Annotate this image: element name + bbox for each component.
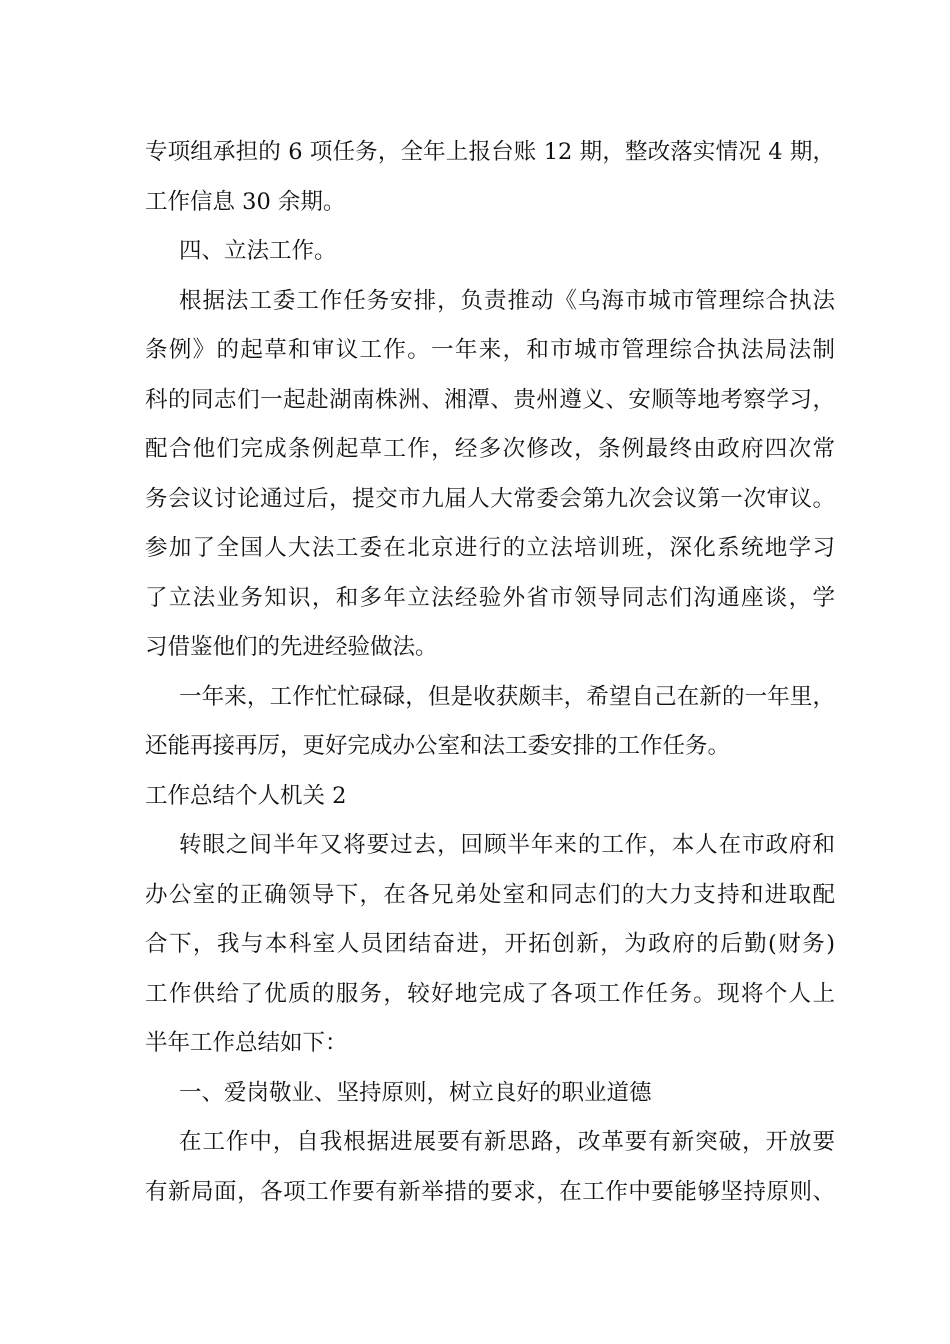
- text-line: 习借鉴他们的先进经验做法。: [145, 634, 438, 660]
- text-line: 工作供给了优质的服务，较好地完成了各项工作任务。现将个人上: [145, 980, 835, 1007]
- text-line: 合下，我与本科室人员团结奋进，开拓创新，为政府的后勤(财务): [145, 931, 835, 957]
- text-line: 在工作中，自我根据进展要有新思路，改革要有新突破，开放要: [179, 1129, 835, 1155]
- text-line: 了立法业务知识，和多年立法经验外省市领导同志们沟通座谈，学: [145, 584, 835, 611]
- text-line: 参加了全国人大法工委在北京进行的立法培训班，深化系统地学习: [145, 535, 835, 561]
- document-title: 工作总结个人机关 2: [145, 782, 347, 809]
- text-line: 还能再接再厉，更好完成办公室和法工委安排的工作任务。: [145, 733, 731, 759]
- section-heading: 四、立法工作。: [179, 238, 337, 264]
- text-line: 根据法工委工作任务安排，负责推动《乌海市城市管理综合执法: [179, 287, 835, 314]
- text-line: 有新局面，各项工作要有新举措的要求，在工作中要能够坚持原则、: [145, 1178, 835, 1205]
- text-line: 办公室的正确领导下，在各兄弟处室和同志们的大力支持和进取配: [145, 881, 835, 908]
- text-line: 务会议讨论通过后，提交市九届人大常委会第九次会议第一次审议。: [145, 485, 835, 512]
- text-line: 转眼之间半年又将要过去，回顾半年来的工作，本人在市政府和: [179, 832, 835, 858]
- text-line: 专项组承担的 6 项任务，全年上报台账 12 期，整改落实情况 4 期，: [145, 139, 835, 165]
- section-heading: 一、爱岗敬业、坚持原则，树立良好的职业道德: [179, 1079, 652, 1106]
- text-line: 科的同志们一起赴湖南株洲、湘潭、贵州遵义、安顺等地考察学习，: [145, 386, 835, 413]
- text-line: 工作信息 30 余期。: [145, 188, 346, 215]
- text-line: 一年来，工作忙忙碌碌，但是收获颇丰，希望自己在新的一年里，: [179, 683, 835, 710]
- text-line: 半年工作总结如下：: [145, 1030, 348, 1056]
- document-body: [145, 128, 835, 1217]
- text-line: 配合他们完成条例起草工作，经多次修改，条例最终由政府四次常: [145, 436, 835, 462]
- text-line: 条例》的起草和审议工作。一年来，和市城市管理综合执法局法制: [145, 337, 835, 363]
